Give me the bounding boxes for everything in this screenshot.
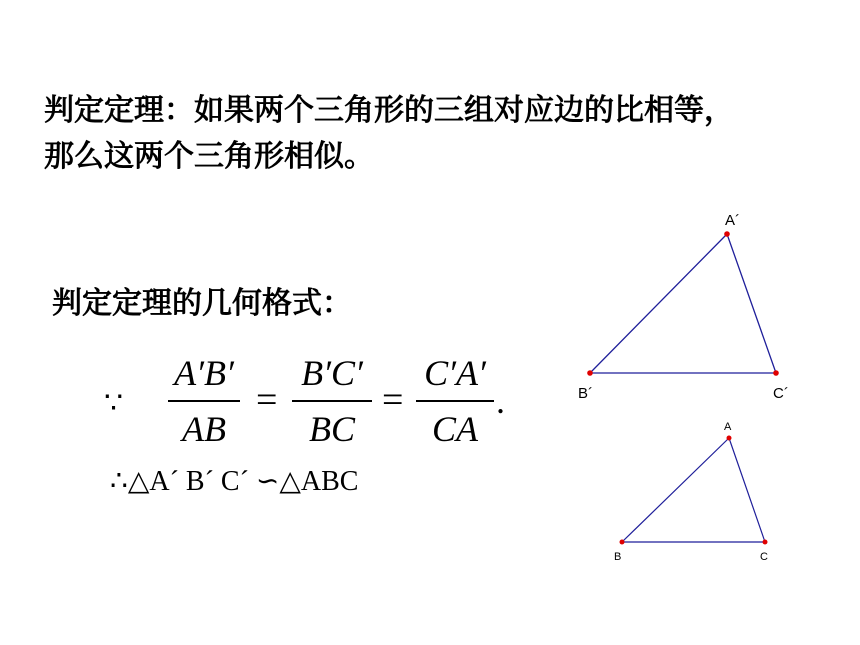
theorem-line-2: 那么这两个三角形相似。 [44, 139, 374, 174]
fraction-2-denominator: BC [308, 409, 355, 449]
label-b: B [614, 551, 622, 563]
triangle-small [622, 438, 765, 542]
fraction-2-numerator: B′C′ [301, 353, 363, 393]
theorem-line-1: 判定定理：如果两个三角形的三组对应边的比相等， [44, 93, 734, 128]
point-b-prime [587, 370, 593, 376]
point-c-prime [773, 370, 779, 376]
label-a: A [724, 421, 732, 433]
label-c: C [760, 551, 768, 563]
geometric-format-heading: 判定定理的几何格式： [52, 286, 352, 321]
because-symbol: ∵ [104, 386, 124, 421]
triangle-large [590, 234, 776, 373]
point-a-prime [724, 231, 730, 237]
fraction-3-numerator: C′A′ [424, 353, 486, 393]
fraction-3-denominator: CA [431, 409, 478, 449]
equals-sign-1: = [256, 379, 278, 421]
point-b [620, 540, 625, 545]
point-a [727, 436, 732, 441]
point-c [763, 540, 768, 545]
fraction-1-denominator: AB [182, 409, 226, 449]
formula-period: . [496, 381, 505, 421]
equals-sign-2: = [382, 379, 404, 421]
conclusion-statement: ∴△A´ B´ C´ ∽△ABC [110, 466, 359, 497]
label-b-prime: B´ [578, 385, 593, 402]
fraction-1-numerator: A′B′ [174, 353, 234, 393]
label-a-prime: A´ [725, 212, 740, 229]
label-c-prime: C´ [773, 385, 789, 402]
